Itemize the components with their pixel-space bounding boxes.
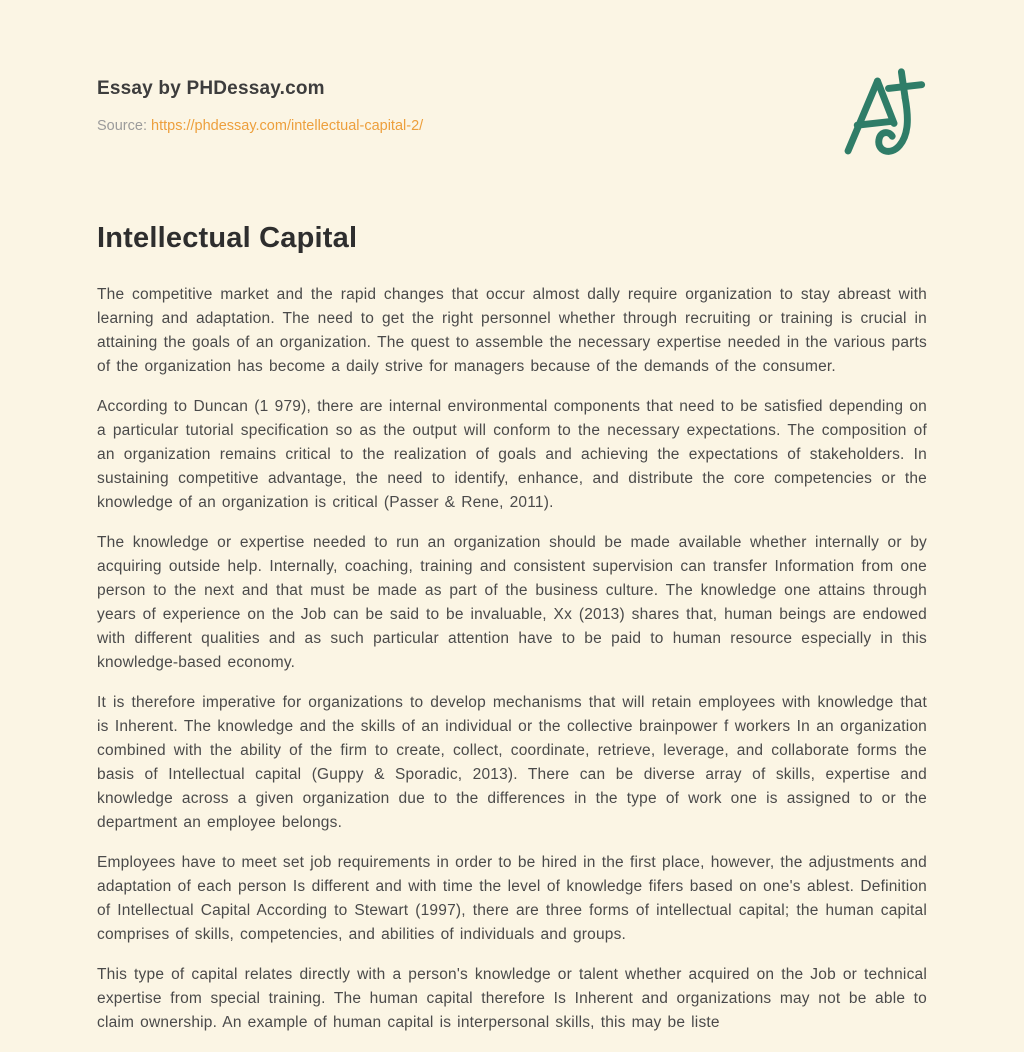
source-link[interactable]: https://phdessay.com/intellectual-capital-2/ <box>151 118 424 134</box>
source-line <box>97 118 927 134</box>
phdessay-logo-icon <box>837 66 929 166</box>
source-label: Source: <box>97 118 147 134</box>
essay-paragraph: The knowledge or expertise needed to run an organization should be made available whether internally or by acquiring outside help. Internally, coaching, training and consistent supervision can transfer Information from one person to the next and that must be made as part of the business culture. The knowledge one attains through years of experience on the Job can be said to be invaluable, Xx (2013) shares that, human beings are endowed with different qualities and as such particular attention have to be paid to human resource especially in this knowledge-based economy. <box>97 534 927 671</box>
page-title: Intellectual Capital <box>97 222 358 254</box>
essay-paragraph: Employees have to meet set job requirements in order to be hired in the first place, however, the adjustments and adaptation of each person Is different and with time the level of knowledge fifers based on one's ablest. Definition of Intellectual Capital According to Stewart (1997), there are three forms of intellectual capital; the human capital comprises of skills, competencies, and abilities of individuals and groups. <box>97 854 927 943</box>
essay-paragraph: This type of capital relates directly with a person's knowledge or talent whether acquired on the Job or technical expertise from special training. The human capital therefore Is Inherent and organizations may not be able to claim ownership. An example of human capital is interpersonal skills, this may be liste <box>97 966 927 1031</box>
essay-body <box>97 283 927 1035</box>
essay-byline: Essay by PHDessay.com <box>97 78 325 99</box>
essay-paragraph: It is therefore imperative for organizations to develop mechanisms that will retain employees with knowledge that is Inherent. The knowledge and the skills of an individual or the collective brainpower f workers In an organization combined with the ability of the firm to create, collect, coordinate, retrieve, leverage, and collaborate forms the basis of Intellectual capital (Guppy & Sporadic, 2013). There can be diverse array of skills, expertise and knowledge across a given organization due to the differences in the type of work one is assigned to or the department an employee belongs. <box>97 694 927 831</box>
essay-paragraph: According to Duncan (1 979), there are internal environmental components that need to be satisfied depending on a particular tutorial specification so as the output will conform to the necessary expectations. The composition of an organization remains critical to the realization of goals and achieving the expectations of stakeholders. In sustaining competitive advantage, the need to identify, enhance, and distribute the core competencies or the knowledge of an organization is critical (Passer & Rene, 2011). <box>97 398 927 511</box>
essay-paragraph: The competitive market and the rapid changes that occur almost dally require organization to stay abreast with learning and adaptation. The need to get the right personnel whether through recruiting or training is crucial in attaining the goals of an organization. The quest to assemble the necessary expertise needed in the various parts of the organization has become a daily strive for managers because of the demands of the consumer. <box>97 286 927 375</box>
